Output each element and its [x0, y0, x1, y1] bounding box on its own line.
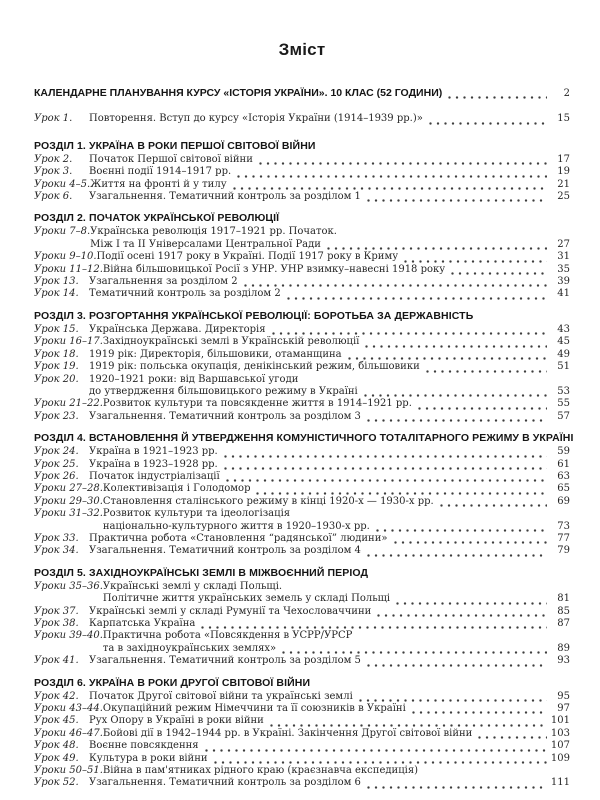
- dot-leader: [272, 332, 547, 335]
- dot-leader: [418, 407, 547, 410]
- page-number: 25: [557, 191, 570, 203]
- lesson-row: [34, 471, 570, 483]
- lesson-line: [103, 483, 570, 495]
- lesson-line: [89, 411, 570, 423]
- toc-section: [34, 677, 570, 790]
- lesson-line: [103, 593, 570, 605]
- lesson-label: Урок 26.: [34, 470, 79, 482]
- lesson-lines: [89, 533, 570, 545]
- section-heading: РОЗДІЛ 4. ВСТАНОВЛЕННЯ Й УТВЕРДЖЕННЯ КОМУНІСТИЧНОГО ТОТАЛІТАРНОГО РЕЖИМУ В УКРАЇНІ: [34, 432, 574, 445]
- lesson-label: Урок 25.: [34, 458, 79, 470]
- lesson-title: Україна в 1921–1923 рр.: [89, 446, 218, 458]
- lesson-title: Окупаційний режим Німеччини та її союзників в Україні: [102, 703, 406, 715]
- lesson-label: Урок 49.: [34, 752, 79, 764]
- dot-leader: [367, 786, 547, 789]
- page-number: 21: [557, 178, 570, 190]
- lesson-line: [89, 276, 570, 288]
- lesson-label: Уроки 35–36.: [34, 580, 103, 592]
- lesson-label: Урок 45.: [34, 715, 79, 727]
- lesson-line: [103, 398, 570, 410]
- lesson-line: [103, 336, 570, 348]
- dot-leader: [359, 699, 547, 702]
- lesson-lines: [89, 715, 570, 727]
- lesson-row: [34, 288, 570, 300]
- page-number: 55: [557, 398, 570, 410]
- page-number: 15: [557, 113, 570, 125]
- dot-leader: [201, 626, 547, 629]
- toc-section: [34, 140, 570, 204]
- lesson-lines: [89, 618, 570, 630]
- page-number: 63: [557, 470, 570, 482]
- dot-leader: [214, 761, 547, 764]
- lesson-row: [34, 508, 570, 533]
- lesson-line: [89, 374, 570, 386]
- lesson-lines: [103, 508, 570, 533]
- dot-leader: [367, 199, 547, 202]
- lesson-label: Урок 41.: [34, 655, 79, 667]
- lesson-row: [34, 398, 570, 410]
- page-number: 49: [557, 348, 570, 360]
- lesson-row: [34, 179, 570, 191]
- lesson-row: [34, 496, 570, 508]
- page-number: 17: [557, 153, 570, 165]
- lesson-row: [34, 630, 570, 655]
- dot-leader: [440, 504, 547, 507]
- page-number: 87: [557, 618, 570, 629]
- lesson-line: [89, 691, 570, 703]
- section-heading: РОЗДІЛ 3. РОЗГОРТАННЯ УКРАЇНСЬКОЇ РЕВОЛЮЦІЇ: БОРОТЬБА ЗА ДЕРЖАВНІСТЬ: [34, 309, 474, 322]
- lesson-line: [89, 715, 570, 727]
- page-number: 111: [550, 777, 570, 789]
- page-number: 65: [557, 483, 570, 495]
- lesson-label: Урок 42.: [34, 690, 79, 702]
- lesson-title: Між І та ІІ Універсалами Центральної Ради: [90, 238, 321, 250]
- page-number: 85: [557, 605, 570, 617]
- lesson-lines: [103, 765, 570, 777]
- lesson-line: [89, 655, 570, 667]
- lesson-lines: [103, 264, 570, 276]
- lesson-lines: [89, 545, 570, 557]
- lesson-lines: [89, 446, 570, 458]
- lesson-label: Уроки 21–22.: [34, 398, 103, 410]
- lesson-label: Урок 2.: [34, 153, 73, 165]
- lesson-line: [103, 496, 570, 508]
- lesson-line: [89, 191, 570, 203]
- lesson-label: Урок 6.: [34, 191, 73, 203]
- lesson-label: Уроки 46–47.: [34, 727, 103, 739]
- lesson-label: Урок 18.: [34, 348, 79, 360]
- lesson-line: [103, 630, 570, 642]
- lesson-lines: [89, 191, 570, 203]
- page-number: 77: [557, 532, 570, 544]
- dot-leader: [237, 175, 547, 178]
- lesson-lines: [89, 691, 570, 703]
- lesson-row: [34, 691, 570, 703]
- page-number: 101: [550, 715, 570, 727]
- lesson-label: Уроки 39–40.: [34, 630, 103, 642]
- lesson-title: Узагальнення. Тематичний контроль за розділом 3: [89, 410, 361, 422]
- lesson-line: [103, 508, 570, 520]
- dot-leader: [224, 467, 547, 470]
- lesson-row: [34, 703, 570, 715]
- dot-leader: [426, 370, 547, 373]
- lesson-line: [90, 226, 570, 238]
- lesson-label: Уроки 7–8.: [34, 226, 91, 238]
- lesson-label: Урок 1.: [34, 113, 73, 125]
- lesson-lines: [89, 154, 570, 166]
- page-number: 53: [557, 385, 570, 397]
- lesson-lines: [90, 226, 570, 251]
- dot-leader: [376, 529, 547, 532]
- dot-leader: [448, 96, 547, 99]
- toc-section: [34, 567, 570, 668]
- lesson-label: Урок 15.: [34, 323, 79, 335]
- lesson-title: Узагальнення. Тематичний контроль за розділом 5: [89, 655, 361, 667]
- lesson-label: Урок 48.: [34, 740, 79, 752]
- page-number: 2: [563, 88, 570, 99]
- page-number: 35: [557, 263, 570, 275]
- lesson-label: Уроки 43–44.: [34, 703, 103, 715]
- lesson-label: Урок 37.: [34, 605, 79, 617]
- lesson-line: [89, 166, 570, 178]
- dot-leader: [287, 297, 547, 300]
- lesson-lines: [103, 398, 570, 410]
- lesson-title: та в західноукраїнських землях»: [102, 642, 277, 654]
- lesson-line: [89, 618, 570, 630]
- lesson-label: Уроки 31–32.: [34, 508, 103, 520]
- lesson-label: Урок 24.: [34, 446, 79, 458]
- dot-leader: [451, 272, 547, 275]
- lesson-line: [89, 446, 570, 458]
- lesson-row: [34, 226, 570, 251]
- lesson-row: [34, 618, 570, 630]
- lesson-title: Україна в 1923–1928 рр.: [89, 458, 218, 470]
- page-title: Зміст: [278, 40, 326, 59]
- lesson-title: Політичне життя українських земель у складі Польщі: [102, 593, 391, 605]
- page-number: 97: [557, 703, 570, 715]
- lesson-row: [34, 446, 570, 458]
- page-number: 69: [557, 495, 570, 507]
- lesson-label: Уроки 16–17.: [34, 336, 103, 348]
- lesson-label: Урок 14.: [34, 288, 79, 300]
- lesson-title: Українські землі у складі Румунії та Чехословаччини: [89, 605, 372, 617]
- lesson-line: [90, 239, 570, 251]
- lesson-lines: [89, 113, 570, 125]
- lesson-line: [89, 777, 570, 789]
- dot-leader: [396, 602, 547, 605]
- page-number: 61: [557, 458, 570, 470]
- lesson-title: Початок індустріалізації: [89, 470, 220, 482]
- lesson-title: Колективізація і Голодомор: [102, 483, 251, 495]
- lesson-row: [34, 606, 570, 618]
- lesson-label: Уроки 4–5.: [34, 178, 91, 190]
- lesson-row: [34, 581, 570, 606]
- toc-section: [34, 212, 570, 300]
- lesson-row: [34, 765, 570, 777]
- lesson-row: [34, 655, 570, 667]
- page-number: 103: [550, 727, 570, 739]
- lesson-lines: [103, 496, 570, 508]
- lesson-lines: [103, 336, 570, 348]
- lesson-label: Уроки 50–51.: [34, 765, 103, 777]
- dot-leader: [377, 614, 547, 617]
- page-number: 27: [557, 238, 570, 250]
- page-number: 95: [557, 690, 570, 702]
- page-number: 31: [557, 251, 570, 263]
- page-number: 45: [557, 336, 570, 348]
- lesson-label: Уроки 29–30.: [34, 495, 103, 507]
- lesson-lines: [89, 411, 570, 423]
- lesson-title: Практична робота «Становлення “радянської” людини»: [89, 532, 388, 544]
- lesson-label: Уроки 9–10.: [34, 251, 97, 263]
- lesson-line: [89, 740, 570, 752]
- lesson-row: [34, 533, 570, 545]
- lesson-line: [89, 349, 570, 361]
- dot-leader: [478, 736, 547, 739]
- dot-leader: [412, 711, 547, 714]
- lesson-title: Узагальнення за розділом 2: [89, 276, 238, 288]
- lesson-line: [89, 361, 570, 373]
- lesson-line: [89, 154, 570, 166]
- lesson-lines: [89, 349, 570, 361]
- lesson-lines: [103, 728, 570, 740]
- lesson-line: [97, 251, 570, 263]
- dot-leader: [224, 455, 547, 458]
- dot-leader: [256, 492, 547, 495]
- lesson-row: [34, 374, 570, 399]
- lesson-line: [89, 459, 570, 471]
- lesson-title: Події осені 1917 року в Україні. Події 1917 року в Криму: [96, 251, 399, 263]
- lesson-title: Повторення. Вступ до курсу «Історія України (1914–1939 рр.)»: [89, 113, 423, 125]
- lesson-row: [34, 715, 570, 727]
- lesson-title: Розвиток культури та повсякденне життя в 1914–1921 рр.: [102, 398, 412, 410]
- lesson-label: Урок 23.: [34, 410, 79, 422]
- lesson-row: [34, 361, 570, 373]
- lesson-row: [34, 113, 570, 125]
- lesson-title: Українська Держава. Директорія: [89, 323, 266, 335]
- lesson-line: [103, 643, 570, 655]
- lesson-line: [89, 545, 570, 557]
- lesson-row: [34, 251, 570, 263]
- lesson-lines: [97, 251, 570, 263]
- lesson-row: [34, 728, 570, 740]
- page-number: 81: [557, 593, 570, 605]
- lesson-label: Урок 13.: [34, 276, 79, 288]
- lesson-label: Урок 3.: [34, 166, 73, 178]
- lesson-row: [34, 191, 570, 203]
- lesson-line: [89, 471, 570, 483]
- lesson-line: [103, 581, 570, 593]
- lesson-title: Практична робота «Повсякдення в УСРР/УРСР: [102, 630, 353, 642]
- lesson-lines: [103, 630, 570, 655]
- lesson-title: 1920–1921 роки: від Варшавської угоди: [89, 373, 299, 385]
- lesson-line: [89, 113, 570, 125]
- page-number: 89: [557, 642, 570, 654]
- section-rows: [34, 691, 570, 790]
- lesson-row: [34, 459, 570, 471]
- lesson-label: Уроки 11–12.: [34, 263, 103, 275]
- dot-leader: [365, 345, 547, 348]
- dot-leader: [348, 357, 547, 360]
- lesson-title: Становлення сталінського режиму в кінці 1920-х — 1930-х рр.: [102, 495, 434, 507]
- section-rows: [34, 154, 570, 204]
- lesson-lines: [89, 324, 570, 336]
- dot-leader: [367, 664, 547, 667]
- lesson-lines: [89, 655, 570, 667]
- lesson-title: Воєнне повсякдення: [89, 740, 199, 752]
- lesson-lines: [89, 777, 570, 789]
- lesson-lines: [89, 361, 570, 373]
- lesson-label: Урок 33.: [34, 532, 79, 544]
- page-number: 39: [557, 276, 570, 288]
- dot-leader: [327, 247, 547, 250]
- lesson-lines: [89, 740, 570, 752]
- lesson-title: національно-культурного життя в 1920–1930-х рр.: [102, 520, 370, 532]
- lesson-title: Культура в роки війни: [89, 752, 208, 764]
- lesson-line: [89, 533, 570, 545]
- dot-leader: [244, 284, 547, 287]
- lesson-title: Розвиток культури та ідеологізація: [102, 508, 291, 520]
- dot-leader: [282, 651, 547, 654]
- lesson-label: Урок 52.: [34, 777, 79, 789]
- page-number: 93: [557, 655, 570, 667]
- lesson-title: до утвердження більшовицького режиму в Україні: [89, 385, 358, 397]
- lesson-title: Життя на фронті й у тилу: [90, 178, 227, 190]
- lesson-line: [89, 753, 570, 765]
- lesson-line: [89, 288, 570, 300]
- lesson-title: Бойові дії в 1942–1944 рр. в Україні. Закінчення Другої світової війни: [102, 727, 473, 739]
- lesson-row: [34, 777, 570, 789]
- page-number: 19: [557, 166, 570, 178]
- lesson-row: [34, 349, 570, 361]
- calendar-planning-title: КАЛЕНДАРНЕ ПЛАНУВАННЯ КУРСУ «ІСТОРІЯ УКРАЇНИ». 10 КЛАС (52 ГОДИНИ): [34, 87, 443, 99]
- lesson-title: Українська революція 1917–1921 рр. Початок.: [90, 226, 337, 238]
- lesson-row: [34, 154, 570, 166]
- lesson-title: Початок Першої світової війни: [89, 153, 253, 165]
- lesson-row: [34, 166, 570, 178]
- page-number: 57: [557, 410, 570, 422]
- lesson-row: [34, 336, 570, 348]
- lesson-lines: [89, 166, 570, 178]
- lesson-lines: [90, 179, 570, 191]
- lesson-lines: [103, 703, 570, 715]
- lesson-label: Урок 38.: [34, 618, 79, 629]
- lesson-lines: [103, 483, 570, 495]
- lesson-row: [34, 753, 570, 765]
- page-number: 79: [557, 545, 570, 557]
- lesson-title: Узагальнення. Тематичний контроль за розділом 1: [89, 191, 361, 203]
- lesson-row: [34, 411, 570, 423]
- section-rows: [34, 226, 570, 300]
- lesson-line: [103, 728, 570, 740]
- section-rows: [34, 581, 570, 668]
- toc-section: [34, 310, 570, 423]
- lesson-title: 1919 рік: польська окупація, денікінський режим, більшовики: [89, 361, 420, 373]
- dot-leader: [226, 479, 547, 482]
- section-heading: РОЗДІЛ 6. УКРАЇНА В РОКИ ДРУГОЇ СВІТОВОЇ ВІЙНИ: [34, 676, 311, 689]
- lesson-line: [89, 606, 570, 618]
- lesson-title: Західноукраїнські землі в Українській революції: [102, 336, 360, 348]
- lesson-label: Урок 19.: [34, 361, 79, 373]
- lesson-lines: [89, 276, 570, 288]
- lesson-lines: [89, 288, 570, 300]
- lesson-title: Узагальнення. Тематичний контроль за розділом 6: [89, 777, 361, 789]
- lesson-lines: [89, 459, 570, 471]
- lesson-line: [90, 179, 570, 191]
- lesson-lines: [89, 374, 570, 399]
- lesson-row: [34, 740, 570, 752]
- lesson-label: Урок 20.: [34, 373, 79, 385]
- lesson-title: Тематичний контроль за розділом 2: [89, 288, 281, 300]
- lesson-lines: [89, 471, 570, 483]
- section-rows: [34, 446, 570, 558]
- section-heading: РОЗДІЛ 5. ЗАХІДНОУКРАЇНСЬКІ ЗЕМЛІ В МІЖВОЄННИЙ ПЕРІОД: [34, 566, 369, 579]
- lesson-title: Війна більшовицької Росії з УНР. УНР взимку–навесні 1918 року: [102, 263, 446, 275]
- page-number: 41: [557, 288, 570, 300]
- lesson-title: Війна в пам'ятниках рідного краю (краєзнавча експедиція): [102, 765, 419, 777]
- lesson-line: [89, 324, 570, 336]
- lesson-title: 1919 рік: Директорія, більшовики, отаманщина: [89, 348, 342, 360]
- lesson-lines: [89, 606, 570, 618]
- lesson-title: Рух Опору в Україні в роки війни: [89, 715, 264, 727]
- lesson-title: Узагальнення. Тематичний контроль за розділом 4: [89, 545, 361, 557]
- dot-leader: [367, 419, 547, 422]
- lesson-line: [103, 703, 570, 715]
- lesson-row: [34, 545, 570, 557]
- dot-leader: [364, 394, 547, 397]
- lesson-title: Воєнні події 1914–1917 рр.: [89, 166, 232, 178]
- page-number: 51: [557, 361, 570, 373]
- calendar-planning-row: [34, 87, 570, 100]
- lesson-title: Карпатська Україна: [89, 618, 196, 629]
- page-number: 59: [557, 446, 570, 458]
- dot-leader: [270, 724, 547, 727]
- lesson-line: [89, 386, 570, 398]
- dot-leader: [367, 554, 547, 557]
- lesson-lines: [103, 581, 570, 606]
- lesson-row: [34, 324, 570, 336]
- lesson-title: Українські землі у складі Польщі.: [102, 580, 283, 592]
- lesson-line: [103, 521, 570, 533]
- lesson-line: [103, 765, 570, 777]
- page-number: 43: [557, 323, 570, 335]
- lesson-label: Урок 34.: [34, 545, 79, 557]
- lesson-label: Уроки 27–28.: [34, 483, 103, 495]
- lesson-lines: [89, 753, 570, 765]
- dot-leader: [429, 122, 547, 125]
- lesson-row: [34, 264, 570, 276]
- dot-leader: [233, 187, 547, 190]
- section-heading: РОЗДІЛ 2. ПОЧАТОК УКРАЇНСЬКОЇ РЕВОЛЮЦІЇ: [34, 212, 280, 225]
- page-number: 73: [557, 520, 570, 532]
- toc-section: [34, 432, 574, 558]
- lesson-line: [103, 264, 570, 276]
- toc-sections: [34, 139, 574, 790]
- section-rows: [34, 324, 570, 423]
- dot-leader: [404, 260, 547, 263]
- dot-leader: [394, 541, 548, 544]
- lesson-row: [34, 276, 570, 288]
- section-heading: РОЗДІЛ 1. УКРАЇНА В РОКИ ПЕРШОЇ СВІТОВОЇ ВІЙНИ: [34, 139, 316, 152]
- page-number: 109: [550, 752, 570, 764]
- lesson-title: Початок Другої світової війни та українські землі: [89, 690, 353, 702]
- dot-leader: [259, 162, 547, 165]
- lesson-row: [34, 483, 570, 495]
- dot-leader: [205, 749, 547, 752]
- page-number: 107: [550, 740, 570, 752]
